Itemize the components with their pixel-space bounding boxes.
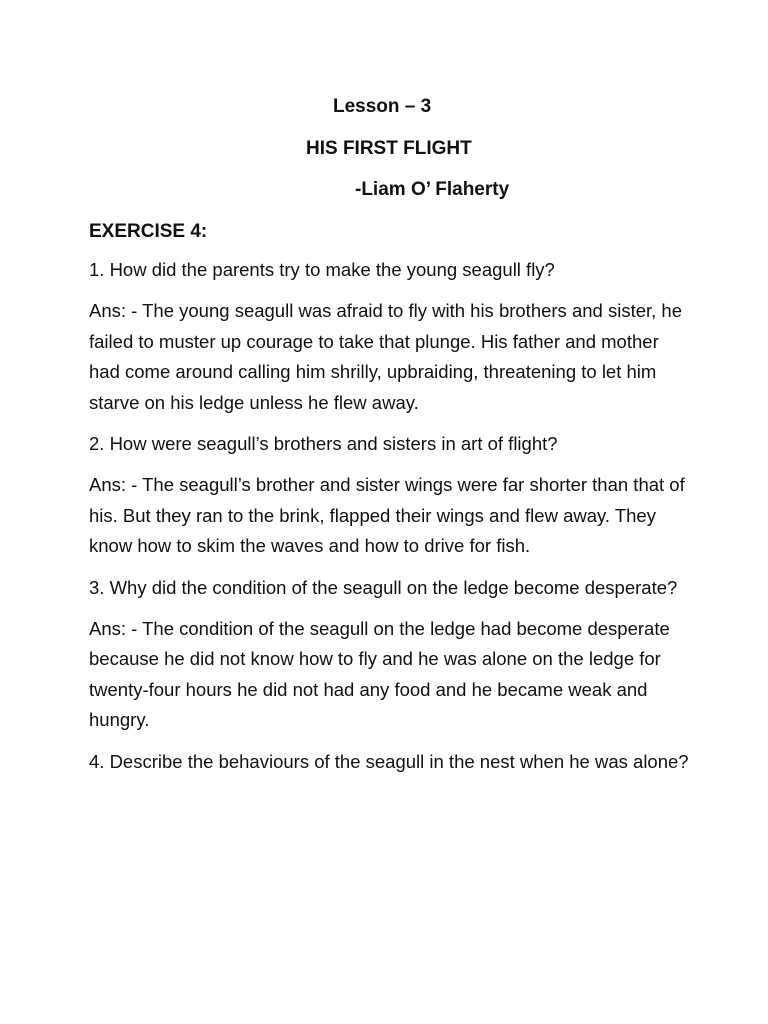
exercise-heading: EXERCISE 4: — [89, 221, 208, 242]
author-name: -Liam O’ Flaherty — [355, 179, 510, 200]
answer-3: Ans: - The condition of the seagull on the ledge had become desperate because he did not know how to fly and he was alone on the ledge for twenty-four hours he did not had any food and he became weak and hungry. — [89, 618, 670, 731]
answer-1: Ans: - The young seagull was afraid to fly with his brothers and sister, he failed to muster up courage to take that plunge. His father and mother had come around calling him shrilly, upbraiding, threatening to let him starve on his ledge unless he flew away. — [89, 300, 682, 413]
exercise-content — [89, 255, 689, 788]
question-3: 3. Why did the condition of the seagull on the ledge become desperate? — [89, 576, 678, 598]
document-title: HIS FIRST FLIGHT — [306, 138, 472, 159]
lesson-number: Lesson – 3 — [333, 96, 432, 117]
answer-2: Ans: - The seagull’s brother and sister wings were far shorter than that of his. But they ran to the brink, flapped their wings and flew away. They know how to skim the waves and how to drive for fish. — [89, 474, 685, 557]
question-2: 2. How were seagull’s brothers and sisters in art of flight? — [89, 433, 558, 455]
question-4: 4. Describe the behaviours of the seagull in the nest when he was alone? — [89, 750, 689, 772]
question-1: 1. How did the parents try to make the young seagull fly? — [89, 259, 555, 280]
